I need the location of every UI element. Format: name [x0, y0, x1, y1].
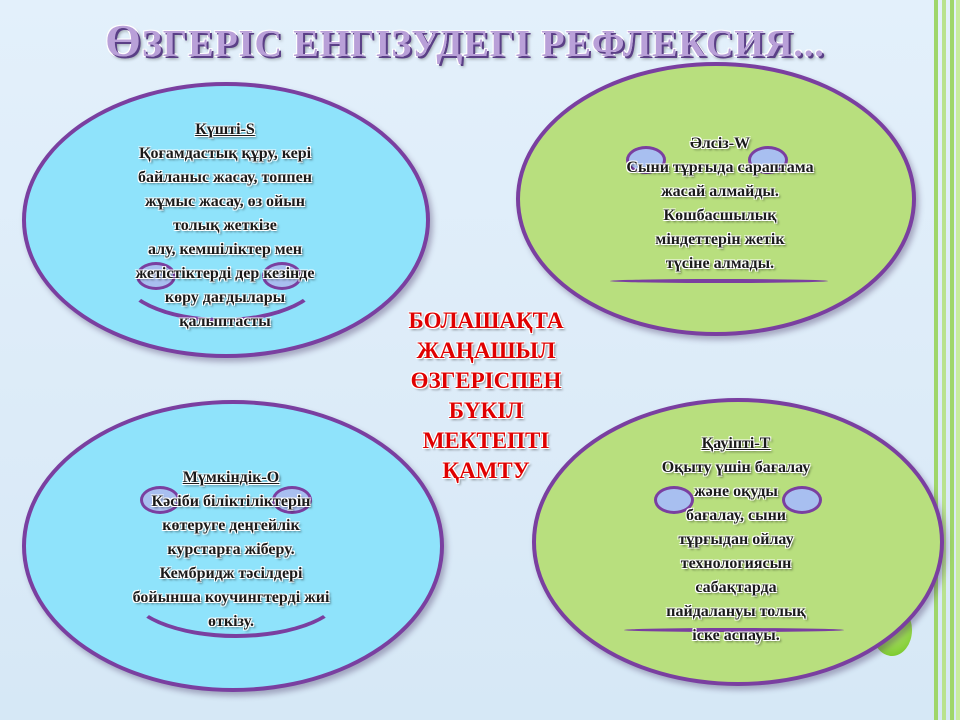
center-line: ЖАҢАШЫЛ	[416, 338, 556, 363]
weakness-line: жасай алмайды.	[661, 183, 779, 200]
title-first-letter: Ө	[105, 15, 142, 66]
slide-title	[0, 14, 930, 74]
decor-stripe	[942, 0, 946, 720]
threat-line: іске аспауы.	[692, 627, 780, 644]
decor-stripe	[956, 0, 960, 720]
opportunity-text	[76, 466, 386, 634]
opportunity-line: өткізу.	[207, 613, 254, 630]
threat-line: бағалау, сыни	[686, 507, 786, 524]
center-line: БҮКІЛ	[448, 398, 524, 423]
opportunity-line: бойынша коучингтерді жиі	[132, 589, 330, 606]
weakness-heading: Әлсіз-W	[689, 135, 751, 152]
strength-line: жұмыс жасау, өз ойын	[145, 193, 305, 210]
center-line: БОЛАШАҚТА	[408, 308, 564, 333]
threat-line: және оқуды	[694, 483, 778, 500]
center-statement	[386, 306, 586, 486]
strength-line: көру дағдылары	[164, 289, 286, 306]
threat-line: Оқыту үшін бағалау	[661, 459, 811, 476]
threat-line: сабақтарда	[695, 579, 777, 596]
threat-line: пайдалануы толық	[666, 603, 806, 620]
title-rest: ЗГЕРІС ЕНГІЗУДЕГІ РЕФЛЕКСИЯ...	[141, 23, 825, 65]
opportunity-line: Кембридж тәсілдері	[159, 565, 303, 582]
weakness-text	[580, 132, 860, 276]
strength-line: толық жеткізе	[173, 217, 277, 234]
strength-line: алу, кемшіліктер мен	[147, 241, 302, 258]
decor-stripe	[950, 0, 954, 720]
opportunity-line: курстарға жіберу.	[167, 541, 295, 558]
center-line: ӨЗГЕРІСПЕН	[410, 368, 562, 393]
center-line: ҚАМТУ	[442, 458, 530, 483]
strength-line: байланыс жасау, топпен	[138, 169, 312, 186]
threat-line: технологиясын	[680, 555, 792, 572]
opportunity-line: Кәсіби біліктіліктерін	[151, 493, 311, 510]
opportunity-heading: Мүмкіндік-О	[182, 469, 280, 486]
strength-line: қалыптасты	[179, 313, 271, 330]
strength-text	[90, 118, 360, 334]
threat-text	[596, 432, 876, 648]
opportunity-line: көтеруге деңгейлік	[162, 517, 300, 534]
center-line: МЕКТЕПТІ	[422, 428, 550, 453]
strength-heading: Күшті-S	[195, 121, 255, 138]
weakness-frown-mouth	[610, 279, 828, 283]
strength-line: Қоғамдастық құру, кері	[138, 145, 312, 162]
strength-line: жетістіктерді дер кезінде	[135, 265, 315, 282]
weakness-line: түсіне алмады.	[665, 255, 775, 272]
threat-line: тұрғыдан ойлау	[678, 531, 794, 548]
decor-stripe	[934, 0, 938, 720]
weakness-line: Сыни тұрғыда сараптама	[626, 159, 814, 176]
weakness-line: міндеттерін жетік	[655, 231, 785, 248]
weakness-line: Көшбасшылық	[663, 207, 777, 224]
threat-heading: Қауіпті-Т	[701, 435, 771, 452]
